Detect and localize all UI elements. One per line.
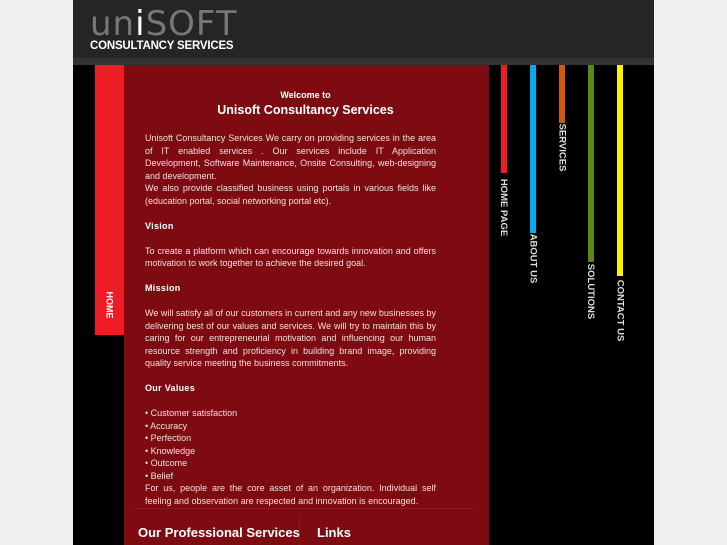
nav-label: HOME PAGE: [498, 178, 510, 236]
nav-item-solutions[interactable]: [584, 263, 598, 319]
value-item: • Outcome: [145, 458, 188, 468]
nav-bar-solutions[interactable]: [588, 65, 594, 262]
nav-bar-services[interactable]: [559, 65, 565, 123]
content-edge: [487, 65, 489, 545]
nav-label: CONTACT US: [614, 279, 626, 341]
section-divider: [134, 508, 474, 509]
vision-heading: Vision: [145, 220, 174, 231]
value-item: • Perfection: [145, 433, 192, 443]
value-item: • Accuracy: [145, 420, 188, 431]
logo-text-suffix: SOFT: [145, 4, 238, 44]
value-item: • Customer satisfaction: [145, 408, 238, 418]
mission-text: We will satisfy all of our customers in current and any new businesses by delivering best of our values and services. We will try to maintain this by caring for our entrepreneurial motivation and influencing our human resource strength and proficiency in building brand image, providing quality service meeting the business commitments.: [145, 308, 436, 368]
links-heading: Links: [317, 525, 351, 540]
mission-heading: Mission: [145, 283, 181, 293]
intro-paragraph-2: We also provide classified business using portals in various fields like (education portal, social networking portal etc).: [145, 183, 436, 206]
nav-item-home-page[interactable]: [497, 176, 511, 238]
body-text: [145, 132, 436, 507]
vision-text: To create a platform which can encourage towards innovation and offers motivation to work together to achieve the desired goal.: [145, 245, 436, 268]
value-item: • Belief: [145, 470, 174, 481]
main-content: [124, 65, 487, 545]
nav-item-contact-us[interactable]: [613, 277, 627, 343]
intro-paragraph-1: Unisoft Consultancy Services We carry on providing services in the area of IT enabled services . Our services include IT Application Development, Software Maintenance, Onsite Consulting, web-designing and development.: [145, 133, 436, 181]
header: [73, 0, 654, 58]
nav-bar-contact-us[interactable]: [617, 65, 623, 276]
nav-item-about-us[interactable]: [526, 234, 540, 282]
page-title: Unisoft Consultancy Services: [217, 103, 394, 117]
logo-text-i: i: [135, 4, 146, 44]
header-divider: [73, 58, 654, 65]
nav-item-services[interactable]: [555, 124, 569, 170]
home-tab-label[interactable]: [95, 280, 124, 330]
welcome-text: Welcome to: [280, 90, 331, 100]
nav-bar-about-us[interactable]: [530, 65, 536, 233]
logo-tagline: CONSULTANCY SERVICES: [90, 40, 234, 52]
logo[interactable]: [90, 6, 238, 42]
page: [73, 0, 654, 545]
home-tab-text: HOME: [104, 291, 115, 319]
professional-services-heading: Our Professional Services: [138, 525, 300, 540]
values-closing: For us, people are the core asset of an organization. Individual self feeling and observation are respected and innovation is encouraged.: [145, 483, 436, 506]
nav-label: SERVICES: [556, 123, 568, 171]
value-item: • Knowledge: [145, 445, 196, 456]
nav-bar-home-page[interactable]: [501, 65, 507, 173]
nav-label: SOLUTIONS: [585, 263, 597, 319]
nav-label: ABOUT US: [527, 233, 539, 283]
logo-text-prefix: un: [90, 4, 136, 44]
values-heading: Our Values: [145, 383, 196, 393]
